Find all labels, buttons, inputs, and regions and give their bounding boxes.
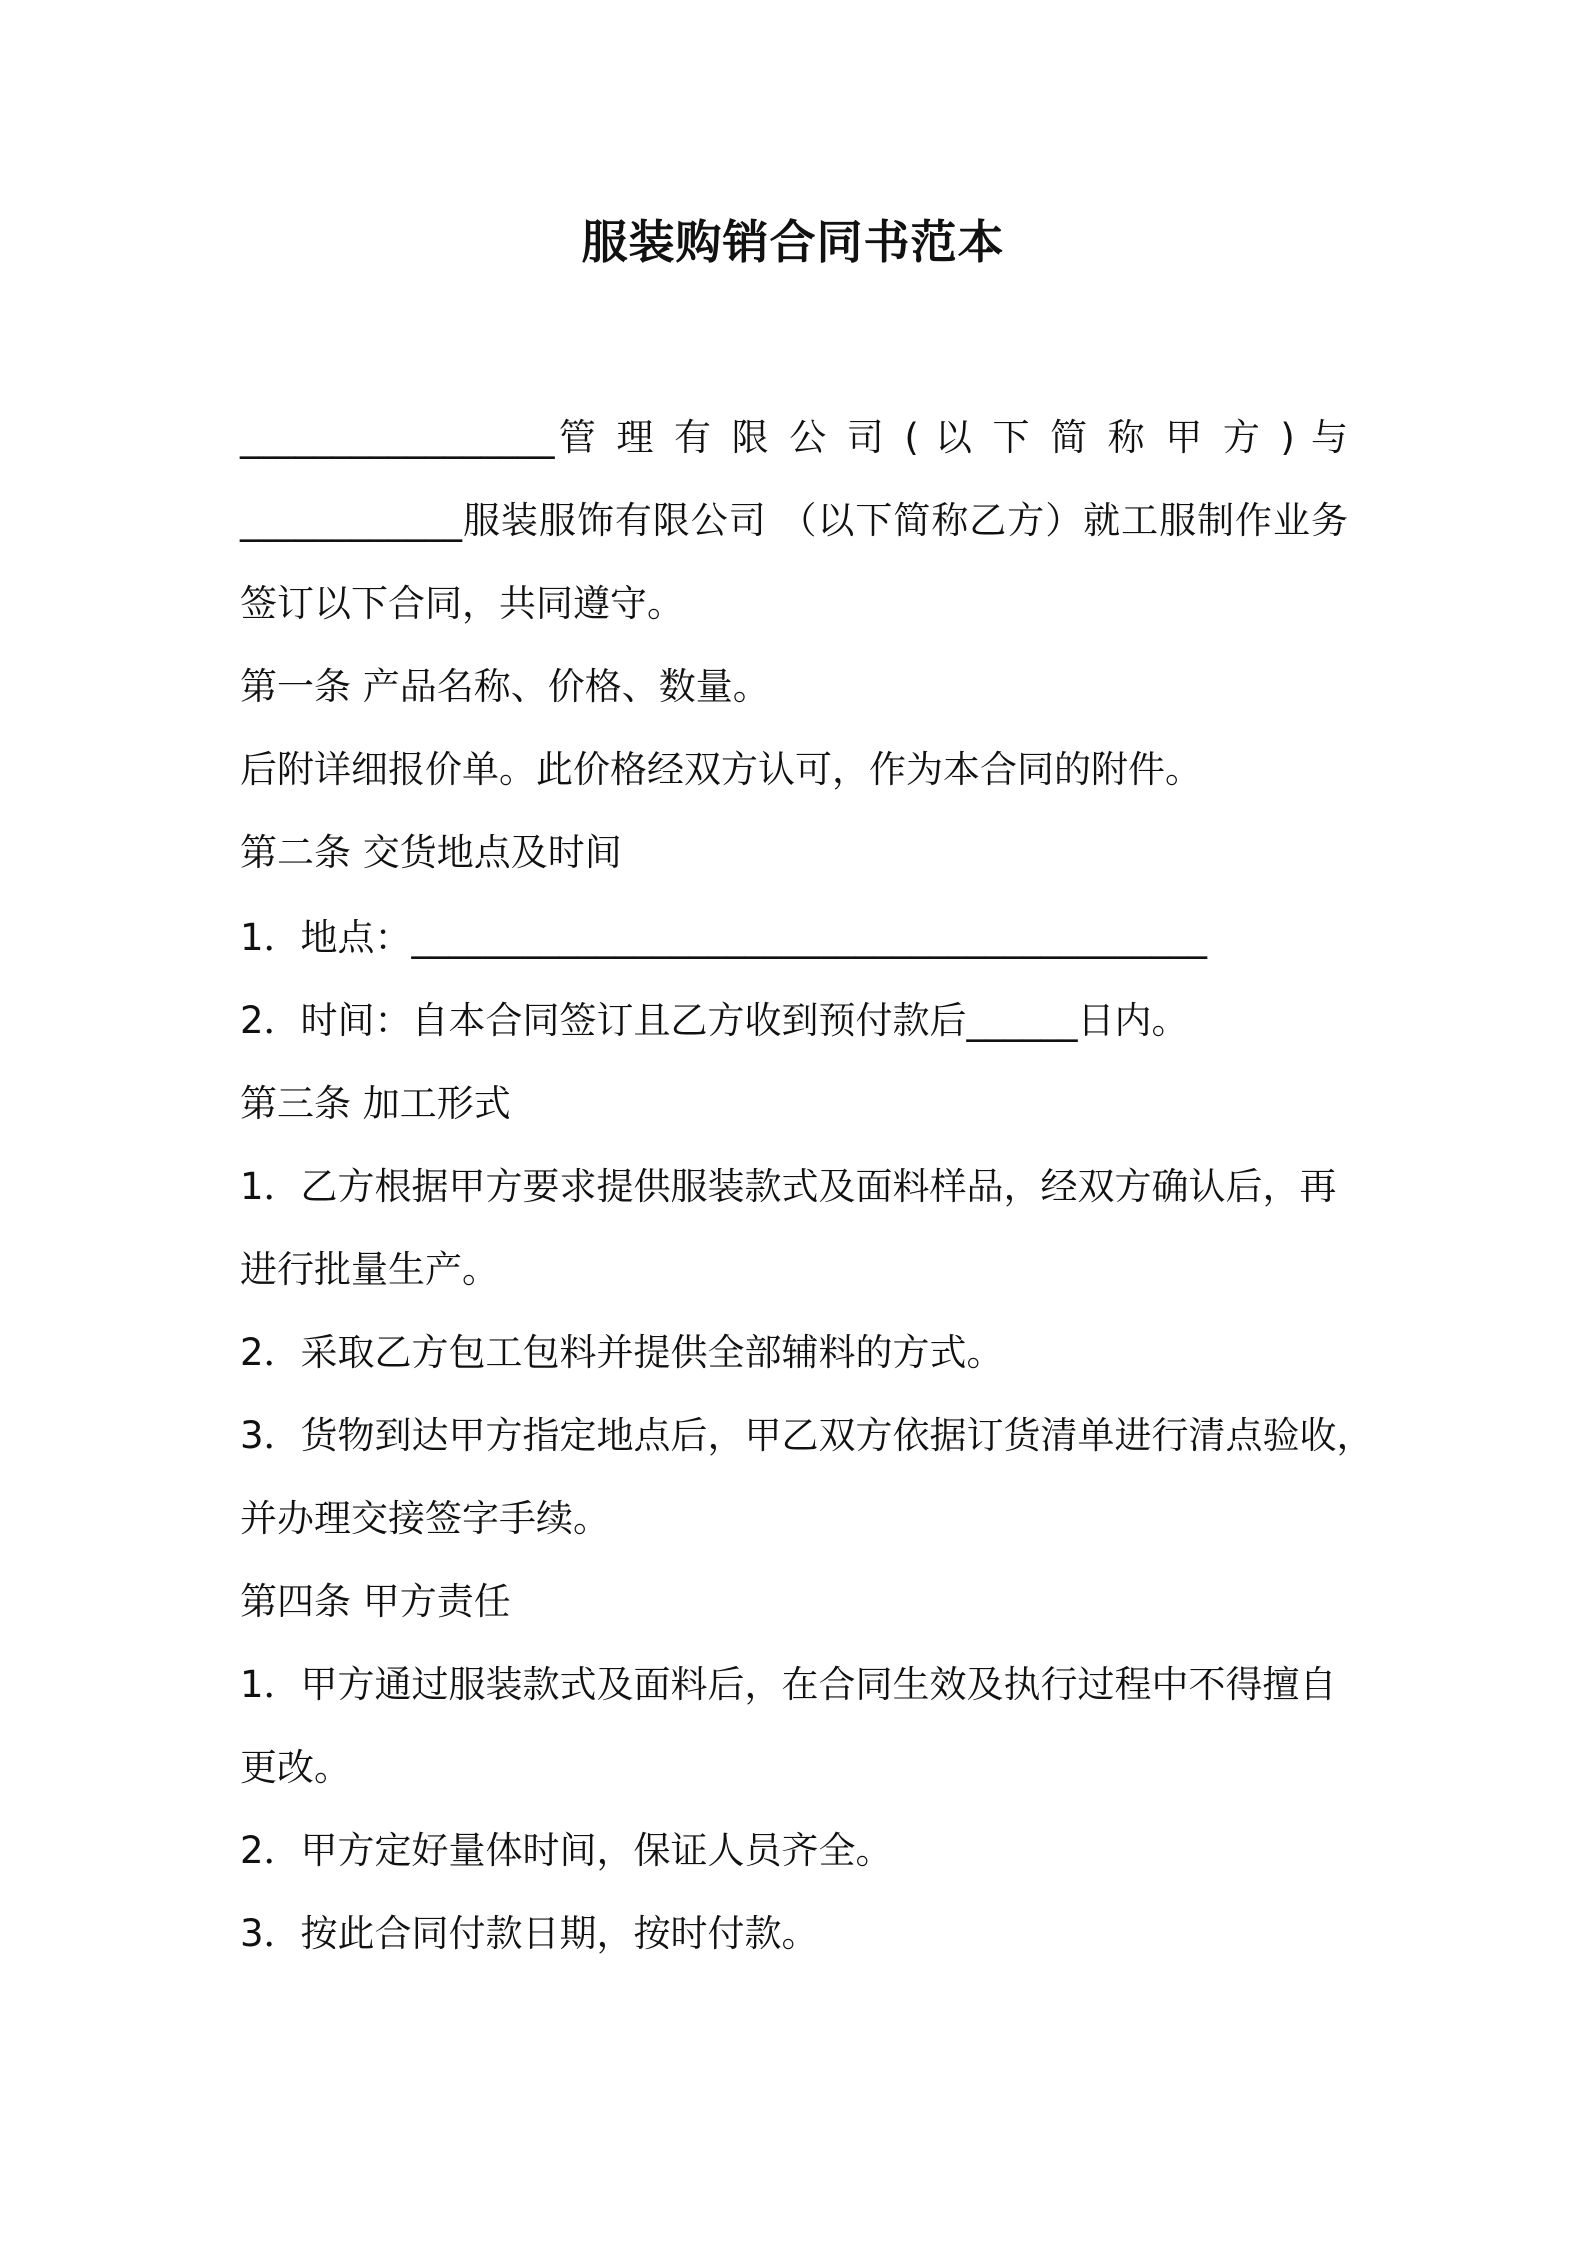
article-4-item-1b: 更改。 [240,1746,351,1789]
article-3-item-1a: 1．乙方根据甲方要求提供服装款式及面料样品，经双方确认后，再 [240,1165,1337,1208]
article-3-item-1b: 进行批量生产。 [240,1248,499,1291]
article-4-item-2: 2．甲方定好量体时间，保证人员齐全。 [240,1829,893,1872]
document-title: 服装购销合同书范本 [581,215,1005,269]
article-1-heading: 第一条 产品名称、价格、数量。 [240,665,770,708]
article-3-item-2: 2．采取乙方包工包料并提供全部辅料的方式。 [240,1331,1004,1374]
contract-line-parties-1: _________________管 理 有 限 公 司 ( 以 下 简 称 甲 方 ) 与 [240,416,1348,459]
article-2-heading: 第二条 交货地点及时间 [240,831,622,874]
article-3-item-3b: 并办理交接签字手续。 [240,1497,610,1540]
article-3-item-3a: 3．货物到达甲方指定地点后，甲乙双方依据订货清单进行清点验收， [240,1414,1374,1457]
article-1-text: 后附详细报价单。此价格经双方认可，作为本合同的附件。 [240,748,1202,791]
article-4-item-1a: 1．甲方通过服装款式及面料后，在合同生效及执行过程中不得擅自 [240,1663,1337,1706]
article-4-item-3: 3．按此合同付款日期，按时付款。 [240,1912,819,1955]
article-2-item-2: 2．时间：自本合同签订且乙方收到预付款后______日内。 [240,999,1189,1042]
contract-line-parties-3: 签订以下合同，共同遵守。 [240,582,684,625]
contract-line-parties-2: ____________服装服饰有限公司 （以下简称乙方）就工服制作业务 [240,499,1348,542]
article-3-heading: 第三条 加工形式 [240,1082,511,1125]
article-2-item-1: 1．地点：___________________________________________ [240,916,1208,959]
article-4-heading: 第四条 甲方责任 [240,1580,511,1623]
